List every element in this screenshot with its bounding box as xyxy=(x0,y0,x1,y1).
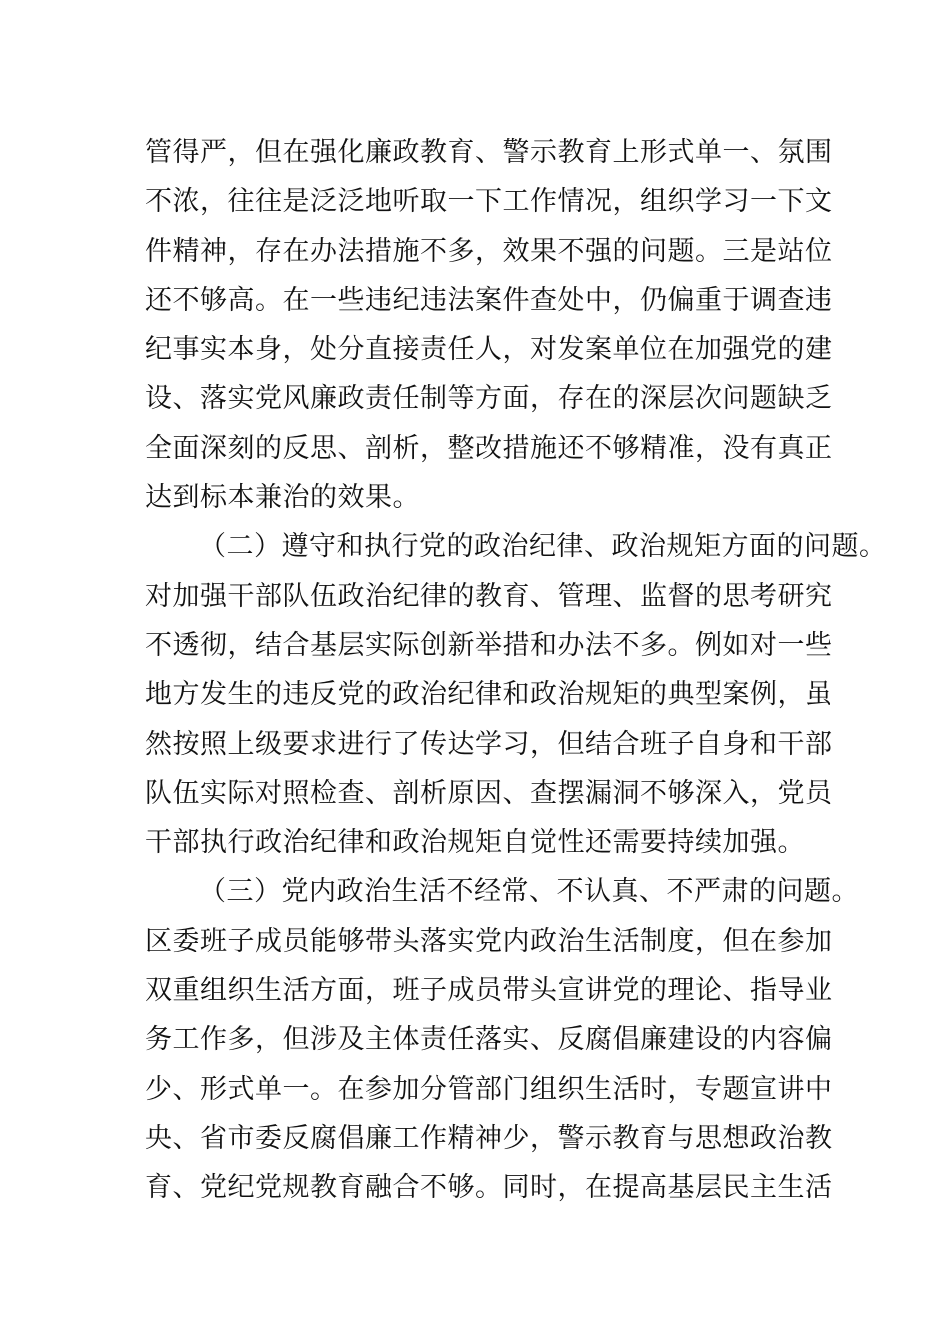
text-line: 不浓，往往是泛泛地听取一下工作情况，组织学习一下文 xyxy=(145,186,833,218)
text-line: 少、形式单一。在参加分管部门组织生活时，专题宣讲中 xyxy=(145,1073,833,1105)
section-heading-line: （三）党内政治生活不经常、不认真、不严肃的问题。 xyxy=(199,876,859,908)
text-line: 纪事实本身，处分直接责任人，对发案单位在加强党的建 xyxy=(145,334,833,366)
section-heading-line: （二）遵守和执行党的政治纪律、政治规矩方面的问题。 xyxy=(199,531,887,563)
text-line: 队伍实际对照检查、剖析原因、查摆漏洞不够深入，党员 xyxy=(145,777,833,809)
text-line: 务工作多，但涉及主体责任落实、反腐倡廉建设的内容偏 xyxy=(145,1024,833,1056)
text-line: 管得严，但在强化廉政教育、警示教育上形式单一、氛围 xyxy=(145,137,833,168)
text-line: 区委班子成员能够带头落实党内政治生活制度，但在参加 xyxy=(145,925,833,957)
text-line: 还不够高。在一些违纪违法案件查处中，仍偏重于调查违 xyxy=(145,284,833,316)
text-line: 央、省市委反腐倡廉工作精神少，警示教育与思想政治教 xyxy=(145,1122,833,1154)
text-line: 育、党纪党规教育融合不够。同时，在提高基层民主生活 xyxy=(145,1172,833,1204)
text-line: 达到标本兼治的效果。 xyxy=(145,482,420,514)
text-line: 然按照上级要求进行了传达学习，但结合班子自身和干部 xyxy=(145,728,833,760)
text-line: 件精神，存在办法措施不多，效果不强的问题。三是站位 xyxy=(145,235,833,267)
document-body xyxy=(145,128,887,1213)
text-line: 地方发生的违反党的政治纪律和政治规矩的典型案例，虽 xyxy=(145,679,833,711)
text-line: 全面深刻的反思、剖析，整改措施还不够精准，没有真正 xyxy=(145,432,833,464)
text-line: 双重组织生活方面，班子成员带头宣讲党的理论、指导业 xyxy=(145,975,833,1007)
text-line: 不透彻，结合基层实际创新举措和办法不多。例如对一些 xyxy=(145,629,833,661)
text-line: 对加强干部队伍政治纪律的教育、管理、监督的思考研究 xyxy=(145,580,833,612)
text-line: 设、落实党风廉政责任制等方面，存在的深层次问题缺乏 xyxy=(145,383,833,415)
text-line: 干部执行政治纪律和政治规矩自觉性还需要持续加强。 xyxy=(145,827,805,859)
